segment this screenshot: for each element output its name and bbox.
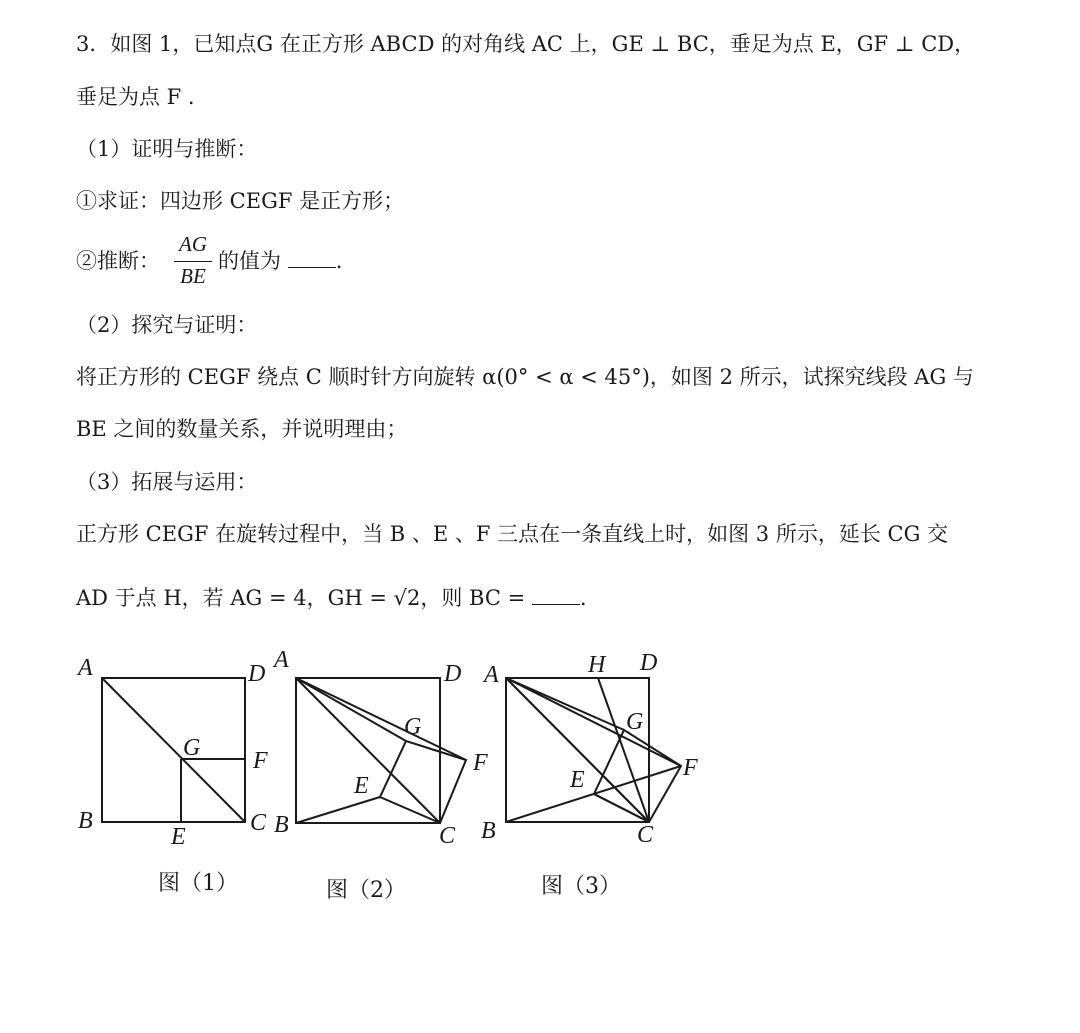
figure-1-drawing	[102, 678, 245, 822]
part1-item1: ①求证：四边形 CEGF 是正方形；	[76, 189, 405, 213]
part1-heading: （1）证明与推断：	[76, 137, 258, 161]
fig2-label-a: A	[274, 647, 289, 673]
fig1-diagonal-ac	[102, 678, 245, 822]
part2-text-line-2: BE 之间的数量关系，并说明理由；	[76, 417, 408, 441]
fig2-label-f: F	[473, 750, 488, 776]
fig1-label-f: F	[253, 748, 268, 774]
fig2-label-e: E	[354, 773, 369, 799]
figure-3-drawing	[506, 678, 681, 822]
fig1-label-d: D	[248, 661, 266, 687]
part2-heading: （2）探究与证明：	[76, 313, 258, 337]
fig3-label-b: B	[481, 818, 496, 844]
fraction-denominator: BE	[180, 264, 206, 288]
part3-heading: （3）拓展与运用：	[76, 470, 258, 494]
fig3-label-c: C	[637, 822, 654, 848]
fig2-label-d: D	[444, 661, 462, 687]
fig1-label-c: C	[250, 810, 267, 836]
fig2-label-b: B	[274, 812, 289, 838]
fig1-label-g: G	[183, 735, 201, 761]
fraction-numerator: AG	[179, 232, 207, 256]
figure-2-drawing	[296, 678, 466, 823]
fig3-segment-af	[506, 678, 681, 766]
fig1-label-a: A	[78, 655, 93, 681]
fig1-label-e: E	[171, 824, 186, 850]
part1-item2-label: ②推断：	[76, 249, 160, 273]
fig1-label-b: B	[78, 808, 93, 834]
fig2-segment-be	[296, 797, 380, 823]
problem-line-2: 垂足为点 F .	[76, 85, 195, 109]
part3-text-period: .	[579, 586, 587, 610]
part3-text-line-1: 正方形 CEGF 在旋转过程中，当 B 、E 、F 三点在一条直线上时，如图 3 所示，延长 CG 交	[76, 522, 949, 546]
part2-text-line-1: 将正方形的 CEGF 绕点 C 顺时针方向旋转 α(0° < α < 45°)，如图 2 所示，试探究线段 AG 与	[76, 365, 974, 389]
fig3-segment-ac	[506, 678, 649, 822]
part3-text-main: AD 于点 H，若 AG = 4，GH = √2，则 BC =	[76, 586, 526, 610]
fig3-label-a: A	[484, 662, 499, 688]
fig3-label-g: G	[626, 709, 644, 735]
fig2-label-c: C	[439, 823, 456, 849]
fig3-caption: 图（3）	[541, 874, 621, 899]
fig3-label-e: E	[570, 767, 585, 793]
problem-line-1: 3．如图 1，已知点G 在正方形 ABCD 的对角线 AC 上，GE ⊥ BC，垂足为点 E，GF ⊥ CD，	[76, 32, 976, 56]
part1-item2-text: 的值为	[218, 249, 281, 273]
fig3-label-h: H	[588, 652, 606, 678]
fig2-segment-ag	[296, 678, 406, 741]
fig3-label-f: F	[683, 755, 698, 781]
fig1-caption: 图（1）	[158, 871, 238, 896]
part1-item2-period: .	[335, 249, 343, 273]
fig2-label-g: G	[404, 714, 422, 740]
fig3-label-d: D	[640, 650, 658, 676]
fig2-caption: 图（2）	[326, 878, 406, 903]
